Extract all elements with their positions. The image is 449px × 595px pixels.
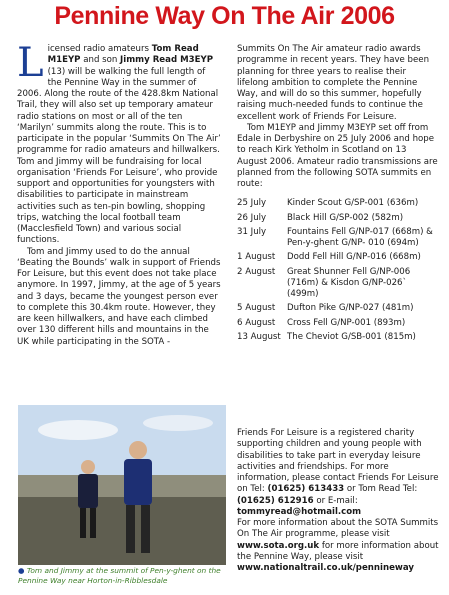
- schedule-row: [237, 252, 439, 266]
- email-link[interactable]: tommyread@hotmail.com: [237, 506, 362, 517]
- left-paragraph-2: Tom and Jimmy used to do the annual ‘Beating the Bounds’ walk in support of Friends For Leisure, but this event does not take place anymore. In 1997, Jimmy, at the age of 5 years and 3 days, became the youngest person ever to complete this 30.4km route. However, they are keen hillwalkers, and have each climbed over 130 different hills and mountains in the UK while participating in the SOTA -: [17, 246, 221, 347]
- pennine-way-link[interactable]: www.nationaltrail.co.uk/pennineway: [237, 563, 414, 573]
- cloud: [38, 420, 118, 440]
- schedule-date: 26 July: [237, 212, 267, 223]
- ground: [18, 497, 226, 565]
- sota-link[interactable]: www.sota.org.uk: [237, 540, 320, 551]
- summit-photo: [18, 405, 226, 565]
- schedule-date: 1 August: [237, 252, 276, 263]
- right-paragraph-1: Summits On The Air amateur radio awards programme in recent years. They have been planning for three years to realise their lifelong ambition to complete the Pennine Way, and will do so this summer, hopefully raising much-needed funds to continue the excellent work of Friends For Leisure.: [237, 44, 430, 122]
- right-column: [237, 44, 439, 346]
- schedule-date: 13 August: [237, 331, 281, 342]
- contact-paragraph: Friends For Leisure is a registered charity supporting children and young people with disabilities to take part in everyday leisure activities and friendships. For more information, please contact Friends For Leisure on Tel: (01625) 613433 or Tom Read Tel: (01625) 612916 or E-mail: tommyread@hotmail.com For more information about the SOTA Summits On The Air programme, please visit www.sota.org.uk for more information about the Pennine Way, please visit www.nationaltrail.co.uk/pennineway: [237, 428, 439, 573]
- summit-schedule: [237, 198, 439, 346]
- schedule-summit: Dodd Fell Hill G/NP-016 (668m): [287, 252, 421, 263]
- bullet-icon: ●: [18, 566, 25, 575]
- article-title: Pennine Way On The Air 2006: [54, 2, 395, 30]
- right-paragraph-2: Tom M1EYP and Jimmy M3EYP set off from Edale in Derbyshire on 25 July 2006 and hope to reach Kirk Yetholm in Scotland on 13 August 2006. Amateur radio transmissions are planned from the following SOTA summits en route:: [237, 122, 438, 189]
- schedule-summit: Fountains Fell G/NP-017 (668m) & Pen-y-ghent G/NP- 010 (694m): [287, 226, 433, 248]
- drop-cap: L: [17, 40, 44, 86]
- intro-paragraph: Licensed radio amateurs Tom Read M1EYP and son Jimmy Read M3EYP (13) will be walking the full length of the Pennine Way in the summer of 2006. Along the route of the 428.8km National Trail, they will also set up temporary amateur radio stations on most or all of the ten ‘Marilyn’ summits along the route. This is to participate in the popular ‘Summits On The Air’ programme for radio amateurs and hillwalkers. Tom and Jimmy will be fundraising for local organisation ‘Friends For Leisure’, who provide support and opportunities for youngsters with disabilities to participate in mainstream activities such as ten-pin bowling, shopping trips, watching the local football team (Macclesfield Town) and various social functions.: [17, 40, 221, 246]
- photo-illustration: [18, 405, 226, 565]
- sky: [18, 405, 226, 475]
- schedule-summit: Cross Fell G/NP-001 (893m): [287, 317, 406, 328]
- stone-wall: [18, 475, 226, 497]
- schedule-row: [237, 303, 439, 317]
- schedule-summit: Great Shunner Fell G/NP-006 (716m) & Kisdon G/NP-026` (499m): [287, 266, 411, 299]
- phone-tom: (01625) 612916: [237, 495, 314, 506]
- schedule-row: [237, 332, 439, 346]
- schedule-row: [237, 198, 439, 212]
- person-name-jimmy: Jimmy Read M3EYP: [120, 55, 214, 66]
- schedule-summit: Black Hill G/SP-002 (582m): [287, 212, 404, 223]
- schedule-date: 25 July: [237, 198, 267, 209]
- schedule-summit: The Cheviot G/SB-001 (815m): [287, 331, 416, 342]
- photo-caption: ● Tom and Jimmy at the summit of Pen-y-ghent on the Pennine Way near Horton-in-Ribblesdale: [18, 566, 221, 585]
- schedule-date: 5 August: [237, 303, 276, 314]
- cloud: [143, 415, 213, 431]
- schedule-summit: Kinder Scout G/SP-001 (636m): [287, 198, 419, 209]
- left-column: [17, 40, 222, 348]
- schedule-row: [237, 227, 439, 253]
- schedule-date: 6 August: [237, 317, 276, 328]
- schedule-summit: Dufton Pike G/NP-027 (481m): [287, 303, 414, 314]
- schedule-row: [237, 267, 439, 304]
- schedule-row: [237, 213, 439, 227]
- schedule-date: 31 July: [237, 226, 267, 237]
- phone-ffl: (01625) 613433: [267, 484, 345, 495]
- schedule-row: [237, 318, 439, 332]
- person-name-tom: Tom Read M1EYP: [47, 44, 199, 66]
- schedule-date: 2 August: [237, 266, 276, 277]
